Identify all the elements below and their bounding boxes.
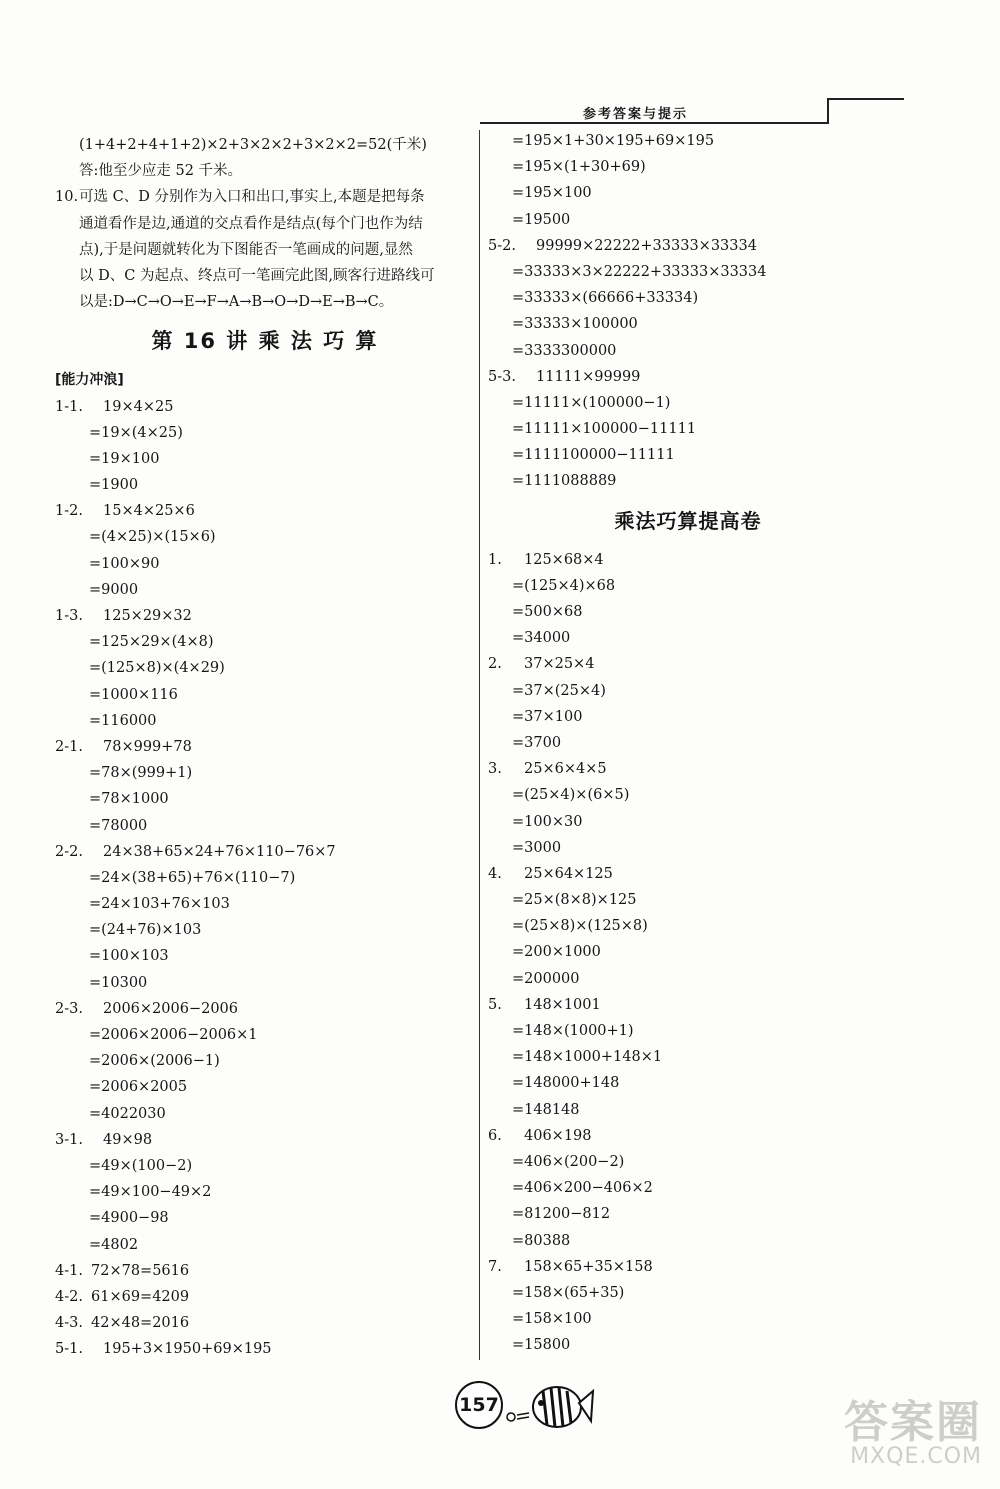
step-row <box>55 970 475 996</box>
problem-label: 4-1. <box>55 1262 83 1279</box>
problem-label: 5-1. <box>55 1341 83 1358</box>
problem-label: 4-2. <box>55 1288 83 1305</box>
problem-row <box>55 1258 475 1284</box>
step-row <box>488 338 888 364</box>
step-row <box>55 865 475 891</box>
step-text: =11111×100000−11111 <box>512 421 697 438</box>
problem-expression: 15×4×25×6 <box>103 503 195 520</box>
step-row <box>488 416 888 442</box>
problem-row <box>488 756 888 782</box>
intro-line: (1+4+2+4+1+2)×2+3×2×2+3×2×2=52(千米) <box>79 137 427 153</box>
step-text: =49×100−49×2 <box>89 1184 212 1201</box>
problem-label: 2-3. <box>55 1000 83 1017</box>
problem-expression: 195+3×1950+69×195 <box>103 1341 272 1358</box>
step-row <box>488 311 888 337</box>
problem-row <box>55 1127 475 1153</box>
step-row <box>488 913 888 939</box>
problem-label: 4. <box>488 865 502 882</box>
problem-expression: 25×6×4×5 <box>524 761 607 778</box>
step-text: =406×(200−2) <box>512 1153 625 1170</box>
problem-label: 2. <box>488 656 502 673</box>
step-row <box>488 1201 888 1227</box>
step-row <box>488 1018 888 1044</box>
step-row <box>488 939 888 965</box>
problem-row <box>55 394 475 420</box>
problem-expression: 125×29×32 <box>103 608 192 624</box>
step-row <box>488 180 888 206</box>
step-row <box>55 682 475 708</box>
step-row <box>55 1232 475 1258</box>
item10-line <box>55 289 475 315</box>
problem-label: 1-1. <box>55 398 83 415</box>
step-row <box>55 1205 475 1231</box>
step-text: =125×29×(4×8) <box>89 634 214 651</box>
step-row <box>488 1228 888 1254</box>
step-text: =116000 <box>89 712 157 729</box>
step-text: =4900−98 <box>89 1210 169 1227</box>
left-column <box>55 132 475 1362</box>
step-text: =(25×4)×(6×5) <box>512 787 630 804</box>
header-title: 参考答案与提示 <box>583 107 689 122</box>
problem-expression: 61×69=4209 <box>91 1288 190 1305</box>
problem-row <box>55 996 475 1022</box>
problem-row <box>55 839 475 865</box>
problem-label: 2-2. <box>55 843 83 860</box>
problem-expression: 49×98 <box>103 1131 153 1148</box>
step-text: =148000+148 <box>512 1075 620 1092</box>
step-text: =2006×2006−2006×1 <box>89 1027 258 1043</box>
step-row <box>488 259 888 285</box>
problem-row <box>488 861 888 887</box>
problem-label: 1. <box>488 551 502 568</box>
item10-text: 以 D、C 为起点、终点可一笔画完此图,顾客行进路线可 <box>79 267 435 284</box>
step-text: =195×100 <box>512 185 592 202</box>
problem-label: 2-1. <box>55 738 83 755</box>
step-text: =1111100000−11111 <box>512 447 675 464</box>
step-row <box>55 524 475 550</box>
step-text: =195×1+30×195+69×195 <box>512 133 715 149</box>
problem-row <box>488 1123 888 1149</box>
problem-row <box>55 1336 475 1362</box>
step-text: =19×(4×25) <box>89 424 183 441</box>
problem-expression: 37×25×4 <box>524 656 595 673</box>
item-label: 10. <box>55 189 79 206</box>
problem-expression: 148×1001 <box>524 996 601 1013</box>
problem-row <box>488 233 888 259</box>
problem-expression: 125×68×4 <box>524 551 604 568</box>
step-row <box>55 891 475 917</box>
step-text: =500×68 <box>512 604 583 620</box>
step-text: =148148 <box>512 1101 580 1118</box>
problem-expression: 72×78=5616 <box>91 1262 190 1279</box>
step-row <box>488 782 888 808</box>
item10-line <box>55 237 475 263</box>
problem-row <box>488 992 888 1018</box>
problem-row <box>55 1284 475 1310</box>
step-text: =2006×(2006−1) <box>89 1053 220 1070</box>
step-row <box>55 943 475 969</box>
step-text: =78×(999+1) <box>89 765 193 782</box>
step-row <box>488 390 888 416</box>
step-row <box>488 730 888 756</box>
problem-label: 4-3. <box>55 1315 83 1332</box>
step-text: =34000 <box>512 630 571 647</box>
problem-expression: 19×4×25 <box>103 398 174 415</box>
problem-label: 7. <box>488 1258 502 1275</box>
step-text: =148×(1000+1) <box>512 1023 634 1039</box>
problem-label: 5-3. <box>488 368 516 385</box>
step-text: =15800 <box>512 1337 571 1354</box>
problem-expression: 99999×22222+33333×33334 <box>536 237 757 254</box>
step-text: =(25×8)×(125×8) <box>512 918 648 935</box>
step-row <box>488 285 888 311</box>
step-row <box>488 1070 888 1096</box>
step-text: =4802 <box>89 1236 139 1253</box>
problem-label: 1-3. <box>55 608 83 624</box>
step-row <box>488 1149 888 1175</box>
step-text: =(125×8)×(4×29) <box>89 660 225 677</box>
step-text: =49×(100−2) <box>89 1157 193 1174</box>
step-row <box>55 420 475 446</box>
step-text: =33333×100000 <box>512 316 638 333</box>
step-row <box>55 1048 475 1074</box>
problem-expression: 25×64×125 <box>524 865 613 882</box>
problem-label: 5-2. <box>488 237 516 254</box>
step-row <box>55 760 475 786</box>
header-tab-edge <box>827 98 829 124</box>
step-row <box>55 1153 475 1179</box>
step-text: =406×200−406×2 <box>512 1180 653 1197</box>
item10-text: 可选 C、D 分别作为入口和出口,事实上,本题是把每条 <box>79 189 425 206</box>
step-text: =1900 <box>89 477 139 494</box>
step-row <box>488 835 888 861</box>
problem-label: 1-2. <box>55 503 83 520</box>
column-divider <box>479 130 480 1360</box>
problem-expression: 406×198 <box>524 1127 592 1144</box>
step-text: =11111×(100000−1) <box>512 394 671 411</box>
step-row <box>488 468 888 494</box>
step-text: =1111088889 <box>512 473 617 490</box>
step-text: =100×103 <box>89 948 169 965</box>
section-tag: [能力冲浪] <box>55 372 124 389</box>
step-row <box>488 1044 888 1070</box>
step-row <box>55 629 475 655</box>
step-row <box>488 128 888 154</box>
step-row <box>488 809 888 835</box>
step-text: =81200−812 <box>512 1206 611 1223</box>
step-row <box>488 704 888 730</box>
step-row <box>488 599 888 625</box>
problem-row <box>55 498 475 524</box>
problem-label: 3-1. <box>55 1131 83 1148</box>
problem-row <box>55 734 475 760</box>
step-row <box>55 1101 475 1127</box>
watermark <box>782 1386 982 1481</box>
step-text: =158×100 <box>512 1311 592 1328</box>
step-text: =(4×25)×(15×6) <box>89 529 216 546</box>
problem-row <box>488 364 888 390</box>
step-row <box>488 442 888 468</box>
section-title: 乘法巧算提高卷 <box>614 508 762 533</box>
item10-line <box>55 263 475 289</box>
section-title: 第 16 讲 乘 法 巧 算 <box>151 329 379 354</box>
problem-label: 3. <box>488 761 502 778</box>
fish-icon <box>505 1377 595 1433</box>
step-row <box>488 887 888 913</box>
problem-expression: 78×999+78 <box>103 738 192 755</box>
step-row <box>55 577 475 603</box>
item10-text: 点),于是问题就转化为下图能否一笔画成的问题,显然 <box>79 241 413 258</box>
step-row <box>488 1332 888 1358</box>
step-row <box>55 813 475 839</box>
problem-expression: 24×38+65×24+76×110−76×7 <box>103 843 336 860</box>
step-text: =4022030 <box>89 1105 166 1122</box>
step-row <box>488 154 888 180</box>
step-text: =148×1000+148×1 <box>512 1049 663 1066</box>
step-text: =2006×2005 <box>89 1079 188 1096</box>
step-text: =33333×(66666+33334) <box>512 290 699 307</box>
step-text: =(24+76)×103 <box>89 922 202 939</box>
problem-expression: 2006×2006−2006 <box>103 1000 239 1017</box>
header-rule <box>480 122 827 124</box>
step-row <box>55 655 475 681</box>
step-text: =37×(25×4) <box>512 682 606 699</box>
step-text: =19500 <box>512 211 571 228</box>
problem-label: 6. <box>488 1127 502 1144</box>
step-row <box>488 1306 888 1332</box>
step-row <box>488 1175 888 1201</box>
step-text: =3700 <box>512 734 562 751</box>
intro-line: 答:他至少应走 52 千米。 <box>79 163 243 180</box>
step-row <box>55 708 475 734</box>
step-text: =24×(38+65)+76×(110−7) <box>89 869 296 886</box>
problem-expression: 42×48=2016 <box>91 1315 190 1332</box>
step-row <box>488 966 888 992</box>
step-row <box>55 786 475 812</box>
step-row <box>488 207 888 233</box>
step-text: =9000 <box>89 581 139 598</box>
step-text: =200000 <box>512 970 580 987</box>
problem-row <box>488 547 888 573</box>
step-text: =3000 <box>512 839 562 856</box>
step-row <box>55 917 475 943</box>
step-row <box>488 1280 888 1306</box>
step-text: =195×(1+30+69) <box>512 159 646 176</box>
problem-expression: 11111×99999 <box>536 368 641 385</box>
page-footer <box>455 1375 635 1435</box>
step-text: =78×1000 <box>89 791 169 808</box>
page-number: 157 <box>455 1381 503 1429</box>
step-row <box>55 1074 475 1100</box>
right-column <box>488 128 888 1358</box>
step-text: =78000 <box>89 817 148 834</box>
item10-text: 通道看作是边,通道的交点看作是结点(每个门也作为结 <box>79 215 423 232</box>
step-row <box>488 625 888 651</box>
step-text: =100×90 <box>89 555 160 572</box>
step-row <box>55 1179 475 1205</box>
item10-text: 以是:D→C→O→E→F→A→B→O→D→E→B→C。 <box>79 294 394 311</box>
step-text: =25×(8×8)×125 <box>512 892 637 909</box>
step-row <box>55 1022 475 1048</box>
step-text: =3333300000 <box>512 342 617 359</box>
problem-row <box>488 651 888 677</box>
problem-row <box>55 603 475 629</box>
step-text: =(125×4)×68 <box>512 577 616 594</box>
step-text: =10300 <box>89 974 148 991</box>
watermark-text: 答案圈 <box>844 1397 982 1448</box>
step-row <box>488 1097 888 1123</box>
step-text: =80388 <box>512 1232 571 1249</box>
step-text: =158×(65+35) <box>512 1284 625 1301</box>
watermark-url: MXQE.COM <box>850 1444 982 1469</box>
step-row <box>55 472 475 498</box>
step-row <box>488 678 888 704</box>
header-tab-top <box>827 98 904 100</box>
step-row <box>55 551 475 577</box>
step-text: =19×100 <box>89 450 160 467</box>
step-text: =100×30 <box>512 813 583 830</box>
step-text: =37×100 <box>512 708 583 725</box>
problem-row <box>488 1254 888 1280</box>
problem-label: 5. <box>488 996 502 1013</box>
step-row <box>55 446 475 472</box>
item10-line <box>55 211 475 237</box>
problem-row <box>55 1310 475 1336</box>
step-row <box>488 573 888 599</box>
problem-expression: 158×65+35×158 <box>524 1258 653 1275</box>
step-text: =33333×3×22222+33333×33334 <box>512 263 767 280</box>
step-text: =1000×116 <box>89 686 178 703</box>
step-text: =200×1000 <box>512 944 601 961</box>
step-text: =24×103+76×103 <box>89 896 230 913</box>
item10-line <box>55 184 475 210</box>
